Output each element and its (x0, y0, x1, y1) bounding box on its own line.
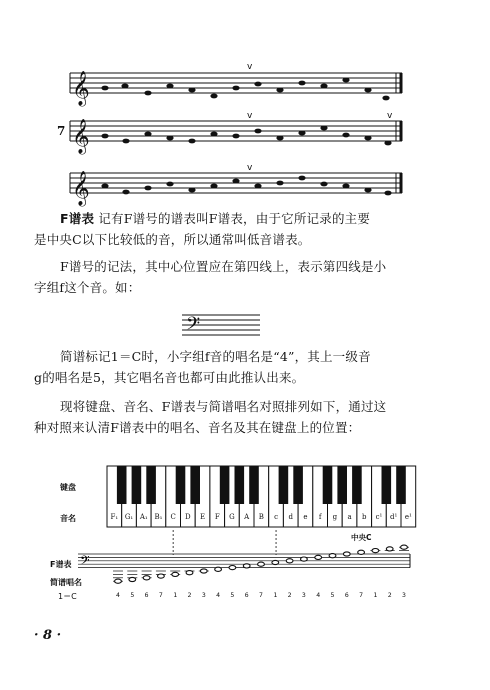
note-head (129, 577, 136, 581)
black-key (279, 466, 289, 504)
jianpu-number: 6 (144, 591, 149, 599)
note-name: A (244, 513, 250, 521)
note-head (301, 557, 308, 561)
jianpu-number: 1 (273, 591, 278, 599)
note-name: b (362, 513, 367, 521)
black-key (190, 466, 200, 504)
jianpu-number: 2 (387, 591, 392, 599)
jianpu-number: 1 (173, 591, 178, 599)
music-staves-top (0, 0, 490, 210)
middle-c-label: 中央C (351, 533, 372, 542)
label-keyboard: 键盘 (60, 483, 76, 492)
black-key (117, 466, 127, 504)
note-name: B (258, 513, 264, 521)
jianpu-number: 3 (402, 591, 406, 599)
jianpu-number: 4 (316, 591, 321, 599)
note-name: d (288, 513, 293, 521)
svg-text:v: v (247, 62, 253, 72)
note-head (315, 555, 322, 559)
jianpu-number: 3 (301, 591, 306, 599)
page-number: · 8 · (34, 628, 62, 643)
note-head (358, 550, 365, 554)
note-head (272, 560, 279, 564)
black-key (337, 466, 347, 504)
black-key (293, 466, 303, 504)
note-head (386, 547, 393, 551)
note-head (172, 572, 179, 576)
black-key (249, 466, 259, 504)
note-name: G (229, 513, 235, 521)
label-note-names: 音名 (60, 514, 76, 523)
note-name: d¹ (389, 513, 398, 521)
jianpu-number: 1 (373, 591, 378, 599)
note-head (343, 552, 350, 556)
note-head (258, 562, 265, 566)
note-head (329, 554, 336, 558)
black-key (146, 466, 156, 504)
jianpu-number: 5 (230, 591, 235, 599)
jianpu-number: 5 (130, 591, 135, 599)
note-name: D (185, 513, 191, 521)
paragraph-f-clef: F谱号的记法，其中心位置应在第四线上，表示第四线是小 字组f这个音。如： (34, 259, 387, 295)
treble-clef-icon: 𝄞 (72, 171, 90, 206)
black-key (235, 466, 245, 504)
measure-number: 7 (57, 124, 66, 138)
label-jianpu: 简谱唱名 (50, 578, 82, 587)
bass-staff-notes (0, 540, 490, 590)
jianpu-number: 7 (359, 591, 364, 599)
black-key (382, 466, 392, 504)
black-key (352, 466, 362, 504)
note-name: c¹ (375, 513, 383, 521)
note-name: a (347, 513, 352, 521)
note-head (143, 576, 150, 580)
label-key-signature: 1＝C (58, 592, 77, 601)
jianpu-number: 6 (244, 591, 249, 599)
svg-text:v: v (247, 111, 253, 121)
black-key (396, 466, 406, 504)
note-name: e (303, 513, 308, 521)
note-head (215, 567, 222, 571)
bass-clef-icon: 𝄢 (80, 553, 90, 571)
note-name: E (199, 513, 206, 521)
treble-clef-icon: 𝄞 (72, 71, 90, 106)
label-f-staff: F谱表 (50, 560, 72, 569)
jianpu-number: 3 (201, 591, 206, 599)
note-head (115, 579, 122, 583)
paragraph-f-staff: F谱表 记有F谱号的谱表叫F谱表，由于它所记录的主要 是中央C以下比较低的音，所以通常叫低音谱表。 (34, 211, 371, 247)
note-name: f (318, 513, 322, 521)
note-name: F₁ (110, 513, 119, 521)
jianpu-number: 4 (116, 591, 120, 599)
jianpu-number: 6 (344, 591, 349, 599)
note-name: c (274, 513, 278, 521)
note-head (243, 564, 250, 568)
treble-clef-icon: 𝄞 (72, 119, 90, 154)
black-key (220, 466, 230, 504)
note-head (372, 549, 379, 553)
svg-text:v: v (247, 163, 253, 173)
note-head (401, 545, 408, 549)
note-name: B₁ (154, 513, 163, 521)
paragraph-comparison: 现将键盘、音名、F谱表与简谱唱名对照排列如下，通过这 种对照来认清F谱表中的唱名、音名及其在键盘上的位置： (34, 399, 387, 435)
black-key (132, 466, 142, 504)
note-head (229, 566, 236, 570)
black-key (323, 466, 333, 504)
note-head (158, 574, 165, 578)
jianpu-number: 5 (330, 591, 335, 599)
jianpu-number: 7 (158, 591, 163, 599)
jianpu-number: 2 (287, 591, 292, 599)
bass-clef-example (180, 311, 264, 339)
term-f-staff: F谱表 (60, 211, 95, 226)
note-name: F (214, 513, 220, 521)
svg-text:v: v (387, 111, 393, 121)
bass-clef-icon: 𝄢 (186, 314, 201, 339)
note-head (286, 559, 293, 563)
paragraph-jianpu: 简谱标记1＝C时，小字组f音的唱名是“4”，其上一级音 g的唱名是5，其它唱名音也都可由此推认出来。 (34, 349, 371, 385)
note-head (186, 571, 193, 575)
note-head (200, 569, 207, 573)
note-name: C (170, 513, 176, 521)
jianpu-number: 4 (216, 591, 221, 599)
jianpu-number: 7 (259, 591, 263, 599)
note-name: g (332, 513, 338, 521)
black-key (176, 466, 186, 504)
note-name: A₁ (139, 513, 148, 521)
jianpu-number: 2 (187, 591, 192, 599)
note-name: e¹ (404, 513, 412, 521)
note-name: G₁ (124, 513, 134, 521)
